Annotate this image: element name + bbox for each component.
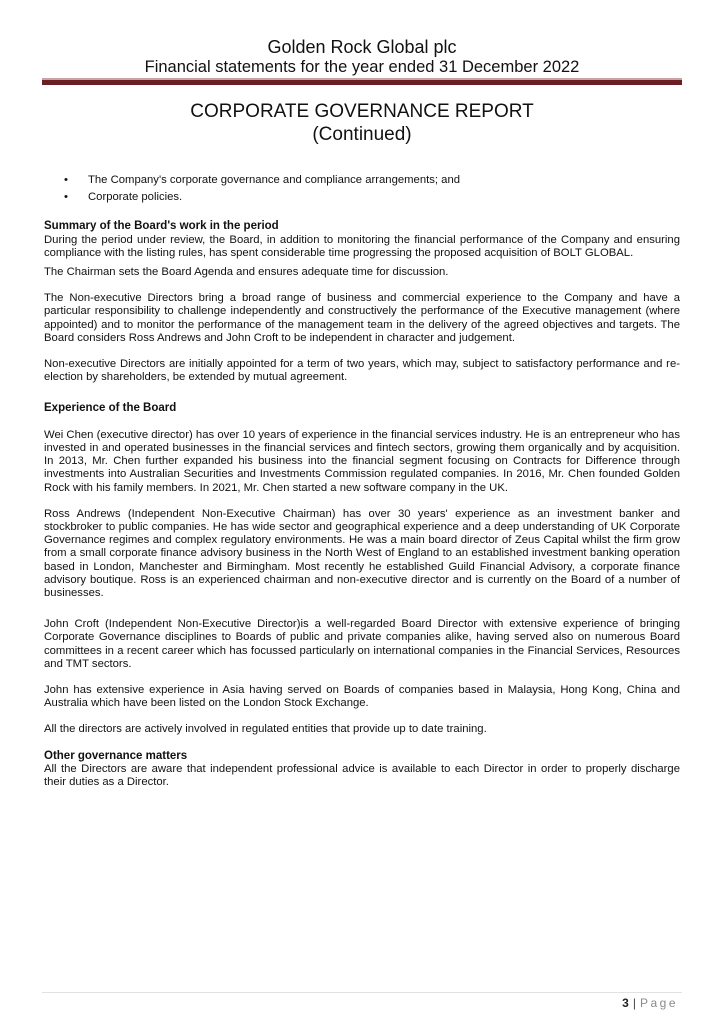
page-label: Page	[639, 996, 678, 1010]
bullet-icon: •	[64, 191, 68, 203]
paragraph: Non-executive Directors are initially appointed for a term of two years, which may, subject to satisfactory performance and re-election by shareholders, be extended by mutual agreement.	[44, 357, 680, 384]
paragraph: John has extensive experience in Asia having served on Boards of companies based in Malaysia, Hong Kong, China and Australia which have been listed on the London Stock Exchange.	[44, 684, 680, 710]
page-number: 3	[622, 996, 629, 1010]
bullet-icon: •	[64, 174, 68, 186]
header-divider	[42, 78, 682, 85]
report-title: CORPORATE GOVERNANCE REPORT	[190, 101, 534, 122]
paragraph: John Croft (Independent Non-Executive Director)is a well-regarded Board Director with extensive experience of bringing Corporate Governance disciplines to Boards of public and private companies alike, having served also on numerous Board committees in a recent career which has focussed particularly on international companies in the Financial Services, Resources and TMT sectors.	[44, 618, 680, 670]
page-footer	[622, 996, 678, 1010]
footer-divider	[42, 992, 682, 993]
page-separator: |	[632, 996, 636, 1010]
statements-subtitle: Financial statements for the year ended 31 December 2022	[144, 58, 580, 76]
section-heading-summary: Summary of the Board's work in the period	[44, 220, 279, 232]
report-subtitle: (Continued)	[312, 124, 412, 145]
document-body	[44, 172, 680, 790]
section-heading-experience: Experience of the Board	[44, 402, 177, 415]
paragraph: The Non-executive Directors bring a broad range of business and commercial experience to the Company and have a particular responsibility to challenge independently and constructively the performance of the Executive management (where appointed) and to monitor the performance of the management team in the delivery of the agreed objectives and targets. The Board considers Ross Andrews and John Croft to be independent in character and judgement.	[44, 292, 680, 344]
paragraph: The Chairman sets the Board Agenda and ensures adequate time for discussion.	[44, 265, 449, 278]
bullet-list	[44, 172, 680, 206]
paragraph: During the period under review, the Board, in addition to monitoring the financial performance of the Company and ensuring compliance with the listing rules, has spent considerable time progressing the proposed acquisition of BOLT GLOBAL.	[44, 233, 680, 259]
list-item: • The Company's corporate governance and compliance arrangements; and	[44, 172, 680, 189]
paragraph: All the directors are actively involved in regulated entities that provide up to date training.	[44, 723, 487, 736]
paragraph: Wei Chen (executive director) has over 10 years of experience in the financial services industry. He is an entrepreneur who has invested in and operated businesses in the financial services and fintech sectors, growing them organically and by acquisition. In 2013, Mr. Chen further expanded his business into the financial segment focusing on Contracts for Difference through investments into Australian Securities and Investments Commission regulated companies. In 2016, Mr. Chen founded Golden Rock with his family members. In 2021, Mr. Chen started a new software company in the UK.	[44, 428, 680, 494]
paragraph: All the Directors are aware that independent professional advice is available to each Director in order to properly discharge their duties as a Director.	[44, 763, 680, 789]
paragraph: Ross Andrews (Independent Non-Executive Chairman) has over 30 years' experience as an investment banker and stockbroker to public companies. He has wide sector and geographical experience and a deep understanding of UK Corporate Governance regimes and complex regulatory environments. He was a main board director of Zeus Capital whilst the firm grow from a small corporate finance advisory business in the North West of England to an established investment banking operation based in London, Manchester and Birmingham. Most recently he established Guild Financial Advisory, a corporate finance advisory boutique. Ross is an experienced chairman and non-executive director and is currently on the Board of a number of businesses.	[44, 507, 680, 600]
list-item: • Corporate policies.	[44, 189, 680, 206]
company-name: Golden Rock Global plc	[267, 37, 457, 57]
section-heading-other: Other governance matters	[44, 749, 188, 762]
